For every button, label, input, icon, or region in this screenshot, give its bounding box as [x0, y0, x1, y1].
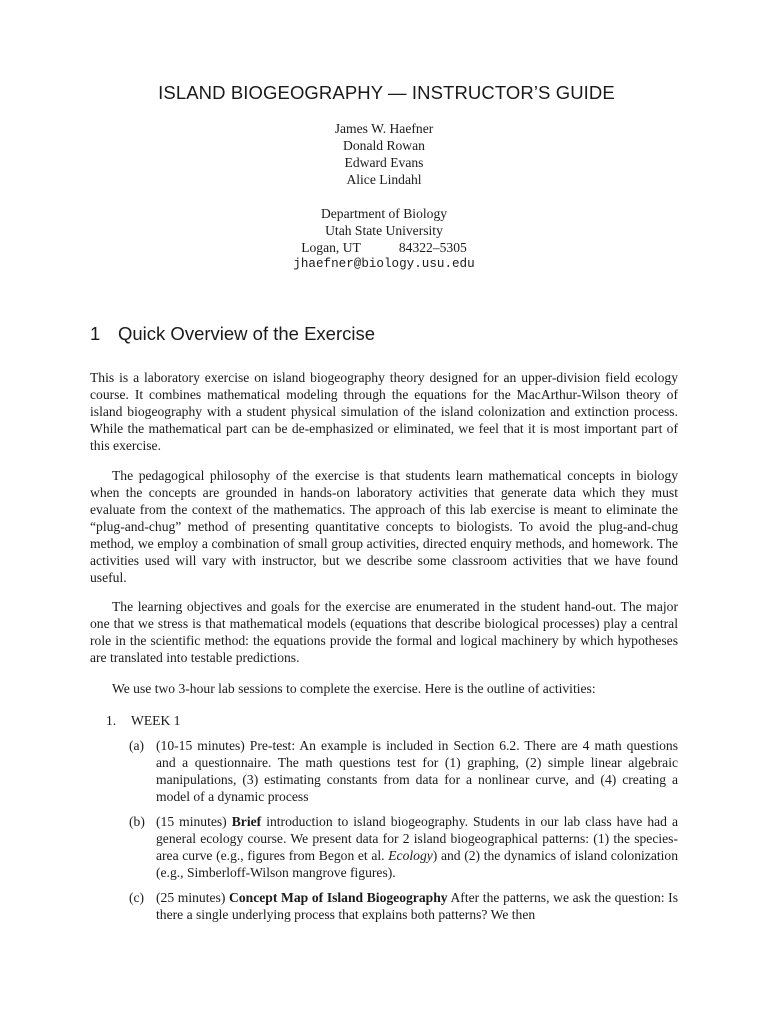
book-title: Ecology — [388, 848, 433, 863]
author-name: James W. Haefner — [334, 121, 434, 136]
paragraph-philosophy: The pedagogical philosophy of the exercise is that students learn mathematical concepts in biology when the concepts are grounded in hands-on laboratory activities that generate data which they must evaluate from the context of the mathematics. The approach of this lab exercise is meant to eliminate the “plug-and-chug” method of presenting quantitative concepts to biologists. To avoid the plug-and-chug method, we employ a combination of small group activities, directed enquiry methods, and homework. The activities used will vary with instructor, but we describe some classroom activities that we have found useful. — [90, 468, 678, 585]
list-item-b — [90, 813, 678, 881]
item-text: After the patterns, we ask the question: Is there a single underlying process that explains both patterns? We then — [156, 890, 678, 922]
affiliation-block — [0, 205, 768, 273]
item-label: (b) — [129, 814, 145, 829]
city: Logan, UT — [301, 240, 361, 255]
paragraph-sessions: We use two 3-hour lab sessions to complete the exercise. Here is the outline of activities: — [112, 681, 596, 696]
section-heading — [90, 323, 375, 345]
item-emphasis: Concept Map of Island Biogeography — [229, 890, 448, 905]
author-list — [0, 120, 768, 188]
email-address: jhaefner@biology.usu.edu — [293, 257, 475, 271]
paragraph-intro: This is a laboratory exercise on island biogeography theory designed for an upper-division field ecology course. It combines mathematical modeling through the equations for the MacArthur-Wilson theory of island biogeography with a student physical simulation of the island colonization and extinction process. While the mathematical part can be de-emphasized or eliminated, we feel that it is most important part of this exercise. — [90, 370, 678, 453]
list-item-a — [90, 737, 678, 805]
item-label: (a) — [129, 738, 145, 753]
author-name: Alice Lindahl — [346, 172, 422, 187]
week-1-items — [90, 737, 678, 923]
item-text: introduction to island biogeography. Students in our lab class have had a general ecology course. We present data for 2 island biogeographical patterns: (1) the species-area curve (e.g., figures from Begon et al. — [156, 814, 678, 863]
author-name: Edward Evans — [344, 155, 424, 170]
list-item-c — [90, 889, 678, 923]
item-duration: (25 minutes) — [156, 890, 226, 905]
address-line — [0, 239, 768, 256]
document-title: ISLAND BIOGEOGRAPHY — INSTRUCTOR’S GUIDE — [158, 82, 615, 103]
item-emphasis: Brief — [231, 814, 262, 829]
item-text-continued: ) and (2) the dynamics of island colonization (e.g., Simberloff-Wilson mangrove figures). — [156, 848, 678, 880]
department: Department of Biology — [320, 206, 448, 221]
item-duration: (15 minutes) — [156, 814, 227, 829]
section-number: 1 — [90, 323, 101, 344]
author-name: Donald Rowan — [343, 138, 425, 153]
zip-code: 84322–5305 — [398, 240, 467, 255]
activity-outline — [90, 712, 678, 931]
paragraph-objectives: The learning objectives and goals for the exercise are enumerated in the student hand-out. The major one that we stress is that mathematical models (equations that describe biological processes) play a central role in the scientific method: the equations provide the formal and logical machinery by which hypotheses are translated into testable predictions. — [90, 599, 678, 665]
item-label: (c) — [129, 890, 145, 905]
section-title: Quick Overview of the Exercise — [118, 323, 376, 344]
week-title: WEEK 1 — [131, 713, 181, 728]
list-number: 1. — [106, 713, 117, 728]
item-text: (10-15 minutes) Pre-test: An example is included in Section 6.2. There are 4 math questions and a questionnaire. The math questions test for (1) graphing, (2) simple linear algebraic manipulations, (3) estimating constants from data for a nonlinear curve, and (4) creating a model of a dynamic process — [156, 738, 678, 804]
list-item-week-1 — [90, 712, 678, 729]
university: Utah State University — [325, 223, 443, 238]
